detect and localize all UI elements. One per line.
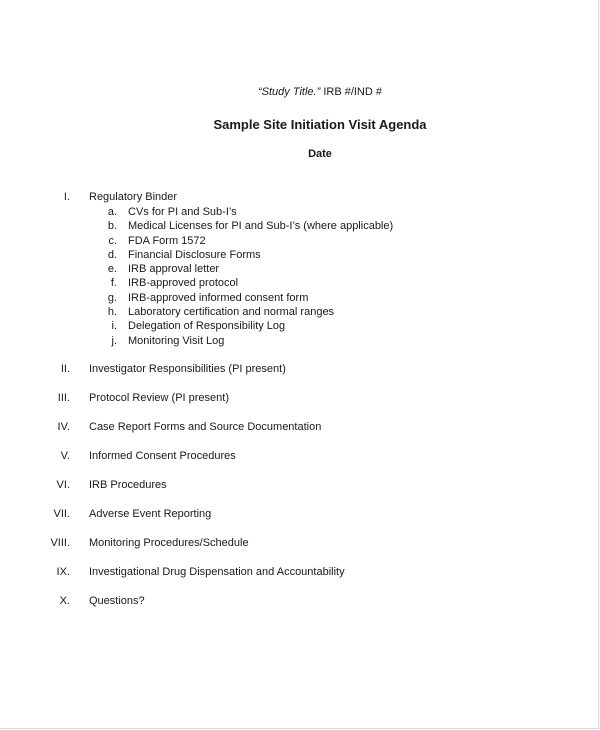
subitem-letter: b. <box>107 220 117 233</box>
agenda-section <box>0 449 600 464</box>
agenda-section <box>0 507 600 522</box>
list-item <box>0 262 600 276</box>
list-item <box>0 205 600 219</box>
subitem-label: Medical Licenses for PI and Sub-I’s (where applicable) <box>128 220 394 233</box>
agenda-section <box>0 478 600 493</box>
section-numeral: IX. <box>56 565 70 578</box>
agenda-section <box>0 391 600 406</box>
subitem-label: IRB-approved informed consent form <box>128 291 309 304</box>
subitem-label: Monitoring Visit Log <box>128 334 225 347</box>
section-numeral: I. <box>63 191 70 203</box>
subitem-letter: g. <box>107 291 117 304</box>
list-item <box>0 334 600 348</box>
subitem-letter: a. <box>107 206 117 218</box>
list-item <box>0 276 600 290</box>
section-label: Case Report Forms and Source Documentation <box>89 420 322 433</box>
section-label: Protocol Review (PI present) <box>89 391 229 404</box>
section-numeral: II. <box>60 362 70 375</box>
section-label: Investigational Drug Dispensation and Accountability <box>89 565 345 578</box>
agenda-section <box>0 536 600 551</box>
subitem-label: Delegation of Responsibility Log <box>128 320 286 333</box>
subitem-letter: i. <box>111 320 117 333</box>
section-label: Adverse Event Reporting <box>89 507 212 520</box>
subitem-list <box>0 205 600 348</box>
page-title: Sample Site Initiation Visit Agenda <box>213 117 427 132</box>
section-label: Questions? <box>89 594 145 607</box>
section-numeral: X. <box>59 594 70 607</box>
section-numeral: VI. <box>56 478 70 491</box>
subitem-letter: c. <box>108 234 117 247</box>
list-item <box>0 219 600 233</box>
section-numeral: III. <box>57 391 70 404</box>
date-label: Date <box>308 148 332 160</box>
irb-ind-number: IRB #/IND # <box>323 86 382 98</box>
subitem-label: CVs for PI and Sub-I’s <box>128 206 237 218</box>
section-label: Monitoring Procedures/Schedule <box>89 536 249 549</box>
section-numeral: VII. <box>53 507 70 520</box>
agenda-section <box>0 190 600 205</box>
agenda-section <box>0 594 600 609</box>
list-item <box>0 248 600 262</box>
section-label: Regulatory Binder <box>89 191 178 203</box>
section-numeral: V. <box>60 449 70 462</box>
agenda-list <box>0 190 600 609</box>
study-title: “Study Title.” <box>257 86 321 98</box>
subitem-label: Financial Disclosure Forms <box>128 248 261 261</box>
list-item <box>0 305 600 319</box>
list-item <box>0 291 600 305</box>
agenda-section <box>0 420 600 435</box>
agenda-section <box>0 565 600 580</box>
subitem-letter: e. <box>107 263 117 276</box>
study-header <box>0 86 600 98</box>
section-label: Investigator Responsibilities (PI present) <box>89 362 286 375</box>
subitem-label: FDA Form 1572 <box>128 234 206 247</box>
subitem-letter: f. <box>110 277 117 290</box>
section-label: IRB Procedures <box>89 478 167 491</box>
section-numeral: VIII. <box>50 536 70 549</box>
subitem-label: Laboratory certification and normal ranges <box>128 306 335 319</box>
section-numeral: IV. <box>57 420 70 433</box>
subitem-letter: j. <box>111 334 117 347</box>
list-item <box>0 319 600 333</box>
subitem-label: IRB-approved protocol <box>128 277 239 290</box>
subitem-letter: d. <box>107 248 117 261</box>
agenda-section <box>0 362 600 377</box>
list-item <box>0 234 600 248</box>
subitem-label: IRB approval letter <box>128 263 220 276</box>
subitem-letter: h. <box>107 306 117 319</box>
section-label: Informed Consent Procedures <box>89 449 236 462</box>
